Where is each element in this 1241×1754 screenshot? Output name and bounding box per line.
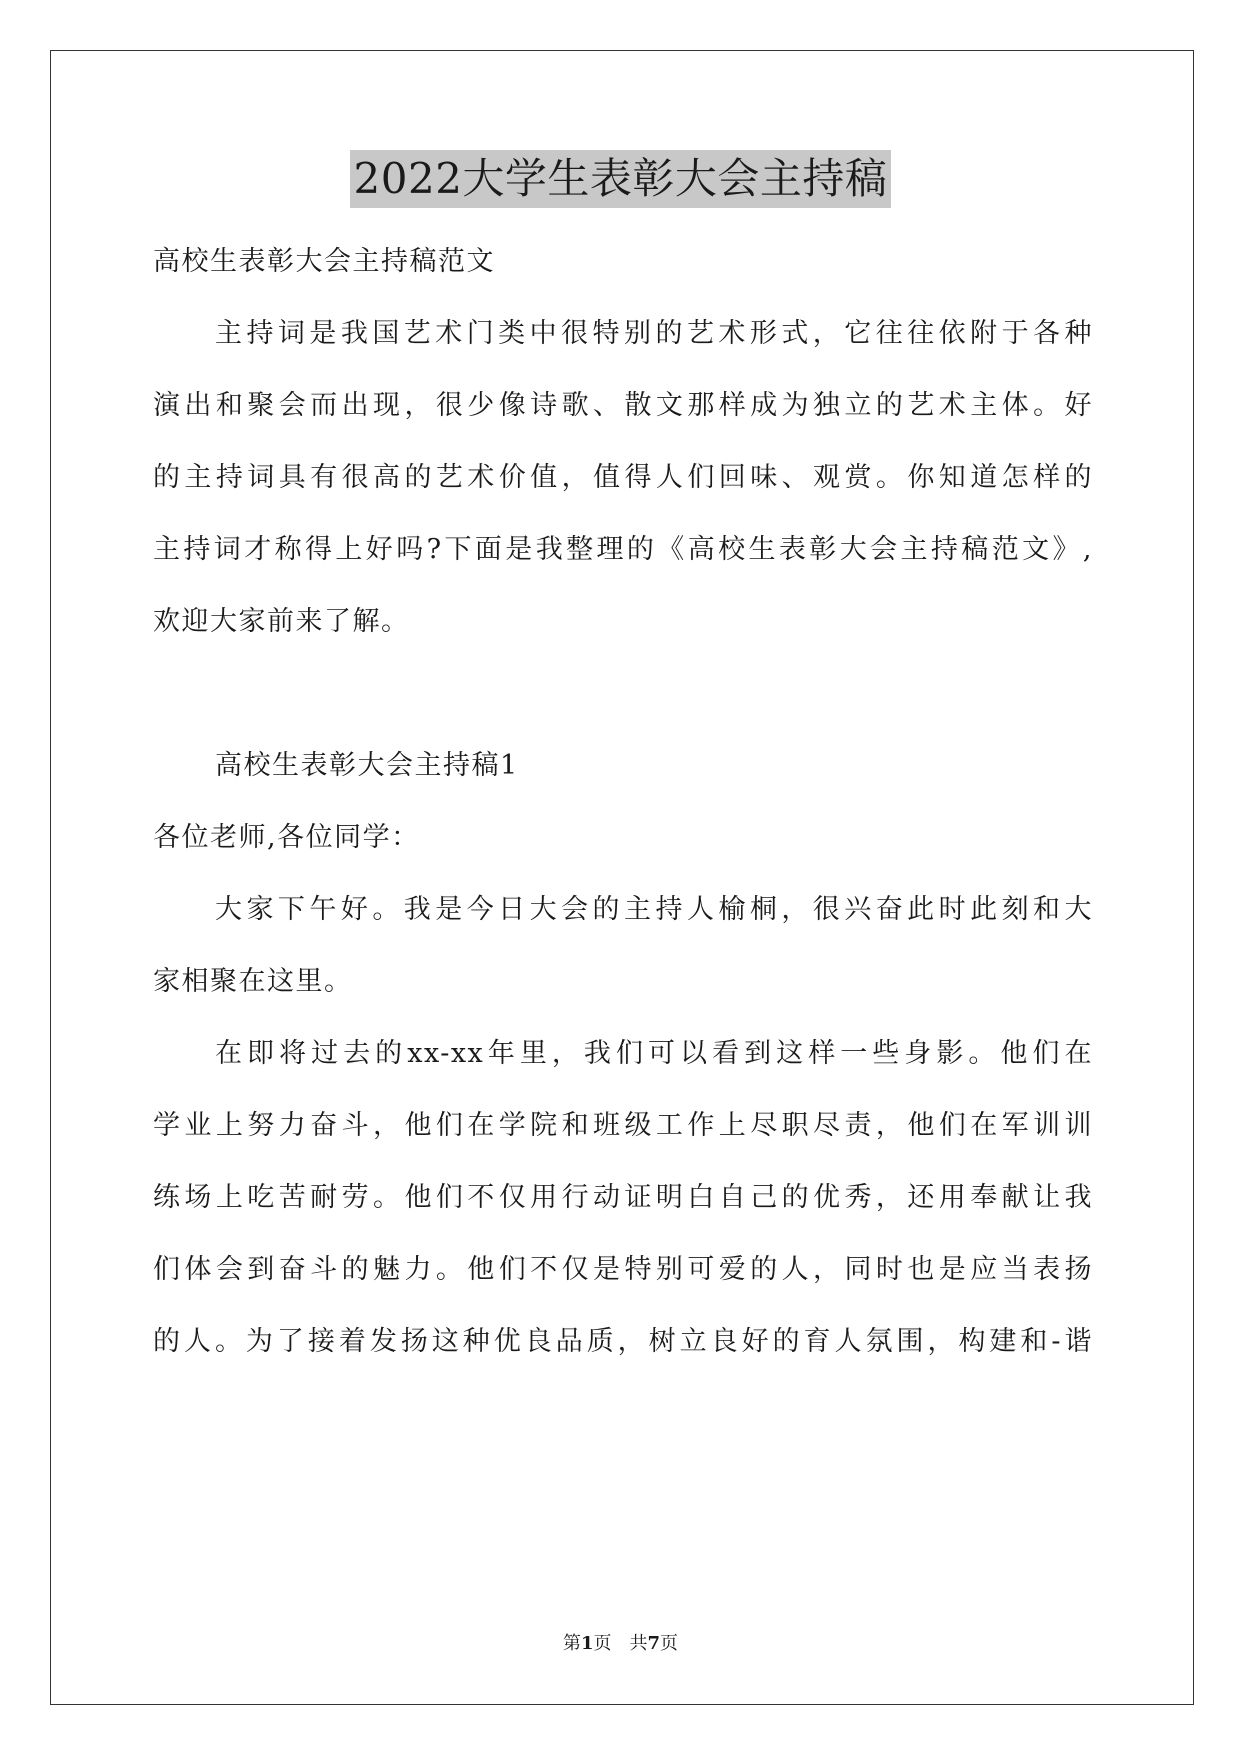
paragraph-line: 学业上努力奋斗，他们在学院和班级工作上尽职尽责，他们在军训训 bbox=[153, 1110, 1093, 1141]
paragraph-line: 欢迎大家前来了解。 bbox=[153, 606, 410, 637]
page-footer bbox=[0, 1632, 1241, 1656]
paragraph-line: 的主持词具有很高的艺术价值，值得人们回味、观赏。你知道怎样的 bbox=[153, 462, 1093, 493]
footer-page-number: 1 bbox=[580, 1633, 594, 1654]
footer-middle: 页 共 bbox=[593, 1633, 648, 1654]
page-border bbox=[50, 50, 1194, 1705]
greeting-line: 各位老师,各位同学： bbox=[153, 822, 420, 853]
paragraph-line: 大家下午好。我是今日大会的主持人榆桐，很兴奋此时此刻和大 bbox=[215, 894, 1093, 925]
subtitle-line: 高校生表彰大会主持稿范文 bbox=[153, 246, 495, 277]
paragraph-line: 的人。为了接着发扬这种优良品质，树立良好的育人氛围，构建和-谐 bbox=[153, 1326, 1093, 1357]
document-title: 2022大学生表彰大会主持稿 bbox=[350, 150, 892, 208]
paragraph-line: 练场上吃苦耐劳。他们不仅用行动证明白自己的优秀，还用奉献让我 bbox=[153, 1182, 1093, 1213]
paragraph-line: 家相聚在这里。 bbox=[153, 966, 353, 997]
paragraph-line: 在即将过去的xx-xx年里，我们可以看到这样一些身影。他们在 bbox=[215, 1038, 1093, 1069]
footer-total-pages: 7 bbox=[647, 1633, 661, 1654]
paragraph-line: 演出和聚会而出现，很少像诗歌、散文那样成为独立的艺术主体。好 bbox=[153, 390, 1093, 421]
paragraph-line: 们体会到奋斗的魅力。他们不仅是特别可爱的人，同时也是应当表扬 bbox=[153, 1254, 1093, 1285]
paragraph-line: 主持词是我国艺术门类中很特别的艺术形式，它往往依附于各种 bbox=[215, 318, 1093, 349]
footer-suffix: 页 bbox=[660, 1633, 679, 1654]
title-container bbox=[0, 150, 1241, 208]
paragraph-line: 主持词才称得上好吗?下面是我整理的《高校生表彰大会主持稿范文》, bbox=[153, 534, 1093, 565]
footer-prefix: 第 bbox=[562, 1633, 581, 1654]
section-heading: 高校生表彰大会主持稿1 bbox=[215, 750, 519, 781]
